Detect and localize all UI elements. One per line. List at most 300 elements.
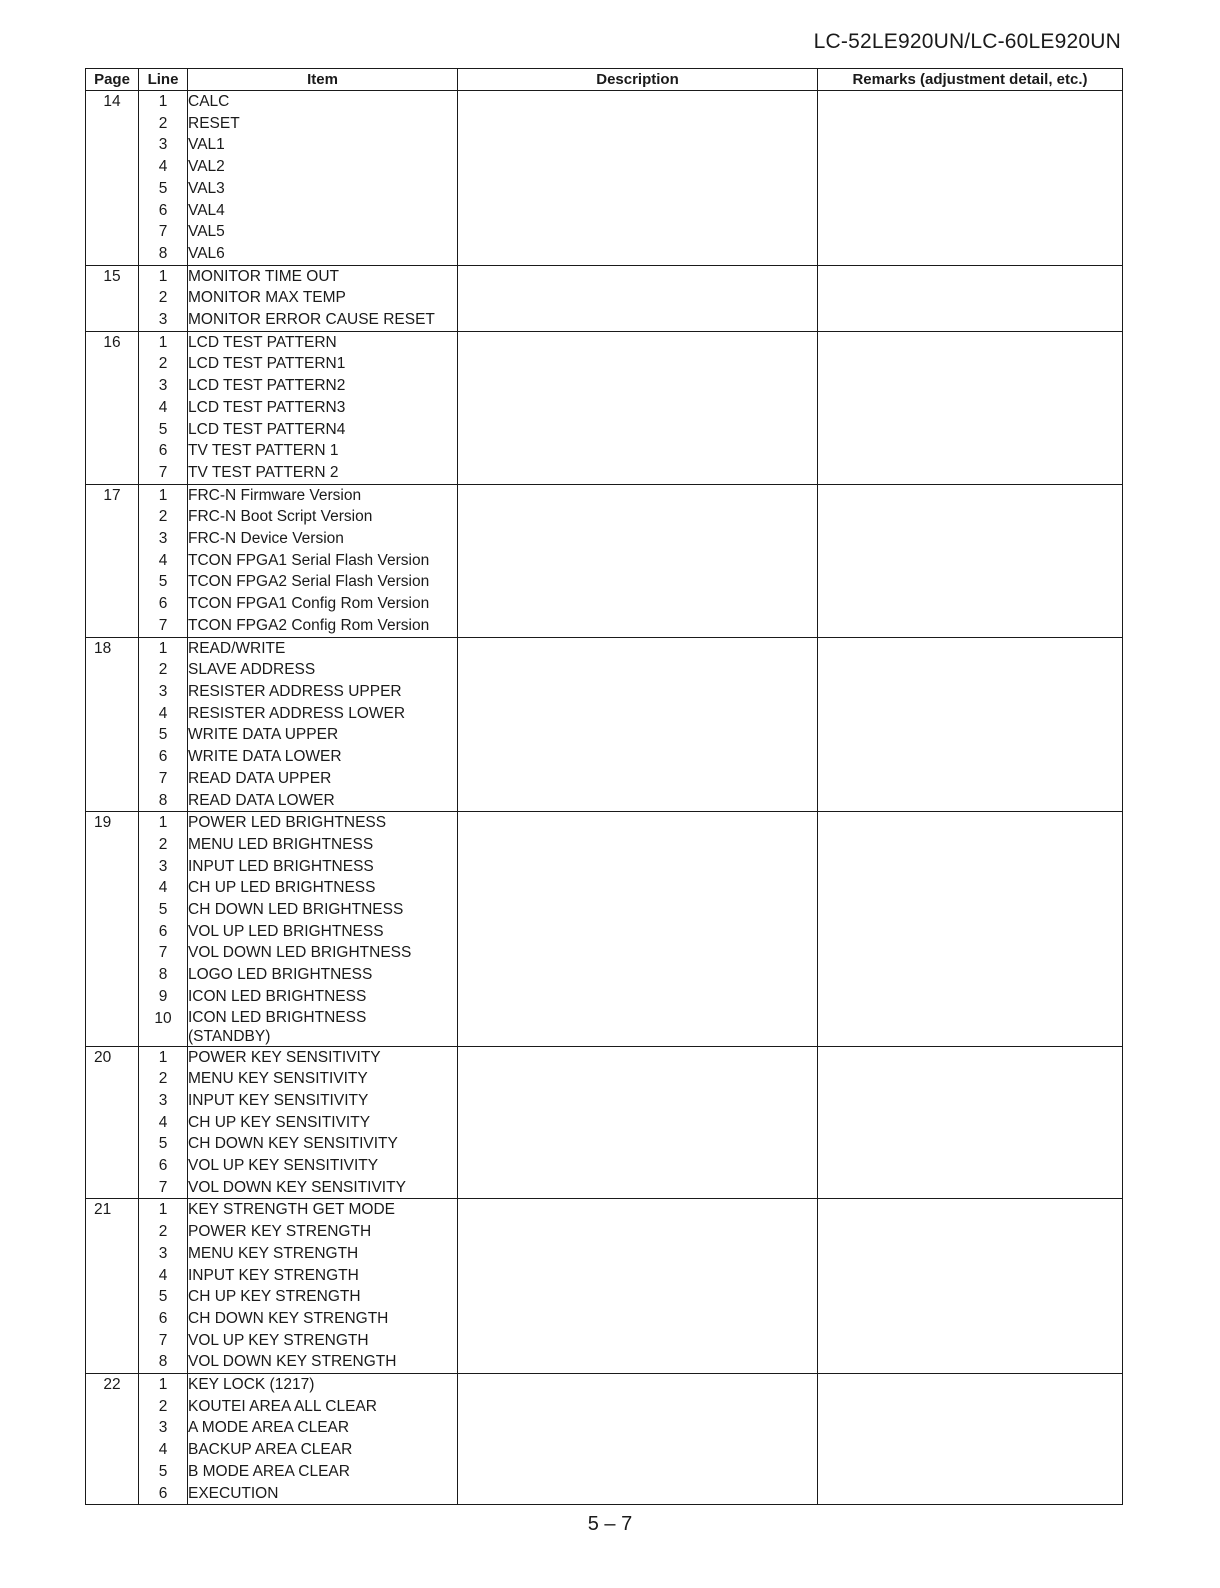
- page-cell: [86, 1308, 139, 1330]
- description-cell: [458, 921, 818, 943]
- page-cell: [86, 615, 139, 637]
- line-cell: 9: [139, 986, 188, 1008]
- page-cell: [86, 1243, 139, 1265]
- description-cell: [458, 91, 818, 113]
- col-header-line: Line: [139, 69, 188, 91]
- remarks-cell: [818, 1351, 1123, 1373]
- remarks-cell: [818, 1265, 1123, 1287]
- line-cell: 2: [139, 1068, 188, 1090]
- table-row: [86, 1112, 1123, 1134]
- page-cell: [86, 1112, 139, 1134]
- remarks-cell: [818, 1417, 1123, 1439]
- remarks-cell: [818, 615, 1123, 637]
- item-cell: FRC-N Boot Script Version: [188, 506, 458, 528]
- remarks-cell: [818, 746, 1123, 768]
- page-cell: [86, 1483, 139, 1505]
- item-cell: CH DOWN KEY STRENGTH: [188, 1308, 458, 1330]
- description-cell: [458, 353, 818, 375]
- line-cell: 1: [139, 1199, 188, 1221]
- description-cell: [458, 703, 818, 725]
- table-row: [86, 1439, 1123, 1461]
- remarks-cell: [818, 659, 1123, 681]
- description-cell: [458, 1008, 818, 1047]
- description-cell: [458, 1374, 818, 1396]
- col-header-page: Page: [86, 69, 139, 91]
- item-cell: POWER KEY SENSITIVITY: [188, 1046, 458, 1068]
- description-cell: [458, 1396, 818, 1418]
- line-cell: 7: [139, 615, 188, 637]
- line-cell: 6: [139, 593, 188, 615]
- item-cell: FRC-N Device Version: [188, 528, 458, 550]
- remarks-cell: [818, 287, 1123, 309]
- table-row: [86, 812, 1123, 834]
- item-cell: MENU KEY STRENGTH: [188, 1243, 458, 1265]
- item-cell: RESISTER ADDRESS UPPER: [188, 681, 458, 703]
- line-cell: 2: [139, 834, 188, 856]
- table-row: [86, 287, 1123, 309]
- description-cell: [458, 659, 818, 681]
- remarks-cell: [818, 593, 1123, 615]
- table-row: [86, 200, 1123, 222]
- remarks-cell: [818, 1046, 1123, 1068]
- service-table: [85, 68, 1123, 1505]
- description-cell: [458, 243, 818, 265]
- description-cell: [458, 1112, 818, 1134]
- remarks-cell: [818, 440, 1123, 462]
- table-row: [86, 1243, 1123, 1265]
- line-cell: 8: [139, 790, 188, 812]
- line-cell: 3: [139, 375, 188, 397]
- page-cell: [86, 397, 139, 419]
- line-cell: 3: [139, 1243, 188, 1265]
- item-cell: KEY LOCK (1217): [188, 1374, 458, 1396]
- table-row: [86, 1374, 1123, 1396]
- item-cell: TCON FPGA2 Serial Flash Version: [188, 571, 458, 593]
- description-cell: [458, 768, 818, 790]
- description-cell: [458, 1221, 818, 1243]
- item-cell: READ DATA LOWER: [188, 790, 458, 812]
- line-cell: 4: [139, 397, 188, 419]
- line-cell: 8: [139, 1351, 188, 1373]
- page-cell: [86, 1008, 139, 1047]
- line-cell: 5: [139, 1461, 188, 1483]
- page-cell: [86, 287, 139, 309]
- remarks-cell: [818, 964, 1123, 986]
- item-cell: TV TEST PATTERN 2: [188, 462, 458, 484]
- table-row: [86, 1461, 1123, 1483]
- item-cell: INPUT KEY SENSITIVITY: [188, 1090, 458, 1112]
- item-cell: CH DOWN KEY SENSITIVITY: [188, 1133, 458, 1155]
- description-cell: [458, 462, 818, 484]
- remarks-cell: [818, 1330, 1123, 1352]
- description-cell: [458, 1133, 818, 1155]
- line-cell: 5: [139, 419, 188, 441]
- page-cell: [86, 877, 139, 899]
- line-cell: 3: [139, 134, 188, 156]
- remarks-cell: [818, 768, 1123, 790]
- remarks-cell: [818, 724, 1123, 746]
- description-cell: [458, 1177, 818, 1199]
- item-cell: TCON FPGA1 Config Rom Version: [188, 593, 458, 615]
- table-row: [86, 1330, 1123, 1352]
- remarks-cell: [818, 834, 1123, 856]
- remarks-cell: [818, 1155, 1123, 1177]
- line-cell: 7: [139, 221, 188, 243]
- item-cell: INPUT KEY STRENGTH: [188, 1265, 458, 1287]
- table-row: [86, 724, 1123, 746]
- remarks-cell: [818, 637, 1123, 659]
- page-cell: [86, 462, 139, 484]
- line-cell: 2: [139, 287, 188, 309]
- table-row: [86, 964, 1123, 986]
- page-cell: [86, 768, 139, 790]
- remarks-cell: [818, 899, 1123, 921]
- table-row: [86, 1068, 1123, 1090]
- item-cell: VOL UP KEY SENSITIVITY: [188, 1155, 458, 1177]
- description-cell: [458, 593, 818, 615]
- description-cell: [458, 615, 818, 637]
- line-cell: 1: [139, 91, 188, 113]
- description-cell: [458, 1243, 818, 1265]
- item-cell: LCD TEST PATTERN4: [188, 419, 458, 441]
- item-cell: CH UP KEY STRENGTH: [188, 1286, 458, 1308]
- page-cell: [86, 134, 139, 156]
- item-cell: READ/WRITE: [188, 637, 458, 659]
- description-cell: [458, 964, 818, 986]
- description-cell: [458, 440, 818, 462]
- table-row: [86, 243, 1123, 265]
- page-cell: [86, 221, 139, 243]
- table-row: [86, 1265, 1123, 1287]
- description-cell: [458, 834, 818, 856]
- remarks-cell: [818, 462, 1123, 484]
- line-cell: 2: [139, 353, 188, 375]
- remarks-cell: [818, 1221, 1123, 1243]
- line-cell: 7: [139, 942, 188, 964]
- description-cell: [458, 1090, 818, 1112]
- line-cell: 6: [139, 921, 188, 943]
- item-cell: KOUTEI AREA ALL CLEAR: [188, 1396, 458, 1418]
- table-row: [86, 986, 1123, 1008]
- page-cell: 16: [86, 331, 139, 353]
- item-cell: LCD TEST PATTERN1: [188, 353, 458, 375]
- page-cell: [86, 1090, 139, 1112]
- remarks-cell: [818, 986, 1123, 1008]
- table-row: [86, 265, 1123, 287]
- item-cell: RESET: [188, 113, 458, 135]
- table-row: [86, 178, 1123, 200]
- page-cell: [86, 178, 139, 200]
- table-row: [86, 746, 1123, 768]
- line-cell: 1: [139, 1046, 188, 1068]
- description-cell: [458, 331, 818, 353]
- table-row: [86, 659, 1123, 681]
- line-cell: 7: [139, 1330, 188, 1352]
- line-cell: 1: [139, 812, 188, 834]
- page-cell: 21: [86, 1199, 139, 1221]
- item-cell: LOGO LED BRIGHTNESS: [188, 964, 458, 986]
- description-cell: [458, 287, 818, 309]
- item-cell: VAL3: [188, 178, 458, 200]
- page-cell: [86, 1177, 139, 1199]
- table-row: [86, 1046, 1123, 1068]
- page-cell: [86, 419, 139, 441]
- table-row: [86, 790, 1123, 812]
- remarks-cell: [818, 812, 1123, 834]
- description-cell: [458, 550, 818, 572]
- item-cell: MONITOR TIME OUT: [188, 265, 458, 287]
- remarks-cell: [818, 856, 1123, 878]
- table-row: [86, 462, 1123, 484]
- page-cell: [86, 1133, 139, 1155]
- line-cell: 6: [139, 1308, 188, 1330]
- line-cell: 7: [139, 768, 188, 790]
- line-cell: 2: [139, 1396, 188, 1418]
- description-cell: [458, 419, 818, 441]
- description-cell: [458, 1286, 818, 1308]
- description-cell: [458, 1439, 818, 1461]
- item-cell: A MODE AREA CLEAR: [188, 1417, 458, 1439]
- table-row: [86, 1221, 1123, 1243]
- table-row: [86, 1417, 1123, 1439]
- item-cell: MENU LED BRIGHTNESS: [188, 834, 458, 856]
- page-cell: 20: [86, 1046, 139, 1068]
- table-row: [86, 681, 1123, 703]
- description-cell: [458, 899, 818, 921]
- description-cell: [458, 265, 818, 287]
- item-cell: CH UP LED BRIGHTNESS: [188, 877, 458, 899]
- item-cell: LCD TEST PATTERN2: [188, 375, 458, 397]
- page-cell: [86, 1221, 139, 1243]
- description-cell: [458, 1199, 818, 1221]
- line-cell: 10: [139, 1008, 188, 1047]
- remarks-cell: [818, 942, 1123, 964]
- page-cell: [86, 790, 139, 812]
- description-cell: [458, 986, 818, 1008]
- page-cell: [86, 593, 139, 615]
- page-cell: [86, 571, 139, 593]
- item-cell: KEY STRENGTH GET MODE: [188, 1199, 458, 1221]
- line-cell: 3: [139, 528, 188, 550]
- col-header-item: Item: [188, 69, 458, 91]
- remarks-cell: [818, 703, 1123, 725]
- remarks-cell: [818, 877, 1123, 899]
- col-header-remarks: Remarks (adjustment detail, etc.): [818, 69, 1123, 91]
- description-cell: [458, 812, 818, 834]
- item-cell: SLAVE ADDRESS: [188, 659, 458, 681]
- page-cell: [86, 659, 139, 681]
- line-cell: 1: [139, 331, 188, 353]
- line-cell: 1: [139, 484, 188, 506]
- line-cell: 1: [139, 265, 188, 287]
- line-cell: 5: [139, 1133, 188, 1155]
- remarks-cell: [818, 790, 1123, 812]
- item-cell: TV TEST PATTERN 1: [188, 440, 458, 462]
- table-row: [86, 375, 1123, 397]
- description-cell: [458, 681, 818, 703]
- page-cell: 18: [86, 637, 139, 659]
- remarks-cell: [818, 91, 1123, 113]
- table-row: [86, 856, 1123, 878]
- page-cell: [86, 550, 139, 572]
- table-row: [86, 1008, 1123, 1047]
- description-cell: [458, 484, 818, 506]
- table-body: [86, 91, 1123, 1505]
- remarks-cell: [818, 200, 1123, 222]
- remarks-cell: [818, 1308, 1123, 1330]
- description-cell: [458, 637, 818, 659]
- table-row: [86, 1090, 1123, 1112]
- line-cell: 2: [139, 1221, 188, 1243]
- description-cell: [458, 1308, 818, 1330]
- table-row: [86, 877, 1123, 899]
- line-cell: 3: [139, 309, 188, 331]
- table-header-row: [86, 69, 1123, 91]
- description-cell: [458, 506, 818, 528]
- description-cell: [458, 1155, 818, 1177]
- line-cell: 6: [139, 1155, 188, 1177]
- description-cell: [458, 1351, 818, 1373]
- table-row: [86, 1155, 1123, 1177]
- item-cell: TCON FPGA1 Serial Flash Version: [188, 550, 458, 572]
- page-cell: [86, 986, 139, 1008]
- page-cell: [86, 375, 139, 397]
- table-row: [86, 113, 1123, 135]
- line-cell: 6: [139, 746, 188, 768]
- table-row: [86, 528, 1123, 550]
- table-row: [86, 1133, 1123, 1155]
- remarks-cell: [818, 528, 1123, 550]
- page-cell: [86, 1396, 139, 1418]
- table-row: [86, 921, 1123, 943]
- line-cell: 4: [139, 1112, 188, 1134]
- table-row: [86, 440, 1123, 462]
- page-cell: [86, 703, 139, 725]
- item-cell: MONITOR ERROR CAUSE RESET: [188, 309, 458, 331]
- item-cell: VOL UP KEY STRENGTH: [188, 1330, 458, 1352]
- line-cell: 6: [139, 200, 188, 222]
- table-row: [86, 834, 1123, 856]
- item-cell: EXECUTION: [188, 1483, 458, 1505]
- item-cell: LCD TEST PATTERN3: [188, 397, 458, 419]
- table-row: [86, 615, 1123, 637]
- remarks-cell: [818, 156, 1123, 178]
- page-cell: [86, 1351, 139, 1373]
- table-row: [86, 1199, 1123, 1221]
- description-cell: [458, 1330, 818, 1352]
- line-cell: 3: [139, 681, 188, 703]
- item-cell: ICON LED BRIGHTNESS: [188, 986, 458, 1008]
- page-cell: 14: [86, 91, 139, 113]
- table-row: [86, 1483, 1123, 1505]
- description-cell: [458, 397, 818, 419]
- page-number: 5 – 7: [587, 1513, 633, 1535]
- page-cell: [86, 899, 139, 921]
- remarks-cell: [818, 1068, 1123, 1090]
- item-cell: POWER LED BRIGHTNESS: [188, 812, 458, 834]
- item-cell: MONITOR MAX TEMP: [188, 287, 458, 309]
- table-row: [86, 134, 1123, 156]
- description-cell: [458, 1265, 818, 1287]
- page-cell: 15: [86, 265, 139, 287]
- table-row: [86, 550, 1123, 572]
- line-cell: 3: [139, 1417, 188, 1439]
- remarks-cell: [818, 309, 1123, 331]
- page-cell: [86, 921, 139, 943]
- table-row: [86, 1396, 1123, 1418]
- item-cell: VAL4: [188, 200, 458, 222]
- line-cell: 6: [139, 440, 188, 462]
- item-cell: VOL DOWN LED BRIGHTNESS: [188, 942, 458, 964]
- remarks-cell: [818, 265, 1123, 287]
- description-cell: [458, 942, 818, 964]
- page-cell: 19: [86, 812, 139, 834]
- table-row: [86, 571, 1123, 593]
- item-cell: LCD TEST PATTERN: [188, 331, 458, 353]
- remarks-cell: [818, 1090, 1123, 1112]
- line-cell: 7: [139, 1177, 188, 1199]
- remarks-cell: [818, 550, 1123, 572]
- remarks-cell: [818, 1199, 1123, 1221]
- page-cell: [86, 1439, 139, 1461]
- remarks-cell: [818, 331, 1123, 353]
- line-cell: 4: [139, 1439, 188, 1461]
- item-cell: VAL5: [188, 221, 458, 243]
- remarks-cell: [818, 134, 1123, 156]
- item-cell: MENU KEY SENSITIVITY: [188, 1068, 458, 1090]
- description-cell: [458, 1483, 818, 1505]
- line-cell: 2: [139, 659, 188, 681]
- page-cell: [86, 1155, 139, 1177]
- remarks-cell: [818, 1461, 1123, 1483]
- description-cell: [458, 724, 818, 746]
- description-cell: [458, 1068, 818, 1090]
- table-row: [86, 899, 1123, 921]
- table-row: [86, 484, 1123, 506]
- remarks-cell: [818, 243, 1123, 265]
- remarks-cell: [818, 178, 1123, 200]
- page-cell: [86, 1286, 139, 1308]
- remarks-cell: [818, 681, 1123, 703]
- item-cell: WRITE DATA LOWER: [188, 746, 458, 768]
- remarks-cell: [818, 1133, 1123, 1155]
- col-header-description: Description: [458, 69, 818, 91]
- page-cell: [86, 309, 139, 331]
- remarks-cell: [818, 506, 1123, 528]
- line-cell: 4: [139, 550, 188, 572]
- item-cell: TCON FPGA2 Config Rom Version: [188, 615, 458, 637]
- item-cell: FRC-N Firmware Version: [188, 484, 458, 506]
- line-cell: 8: [139, 243, 188, 265]
- table-row: [86, 419, 1123, 441]
- table-row: [86, 506, 1123, 528]
- page-cell: [86, 681, 139, 703]
- table-row: [86, 1351, 1123, 1373]
- description-cell: [458, 528, 818, 550]
- line-cell: 4: [139, 703, 188, 725]
- line-cell: 2: [139, 506, 188, 528]
- description-cell: [458, 877, 818, 899]
- description-cell: [458, 113, 818, 135]
- description-cell: [458, 1461, 818, 1483]
- item-cell: ICON LED BRIGHTNESS (STANDBY): [188, 1008, 458, 1047]
- page-cell: [86, 724, 139, 746]
- table-row: [86, 309, 1123, 331]
- remarks-cell: [818, 113, 1123, 135]
- page-cell: [86, 528, 139, 550]
- line-cell: 4: [139, 1265, 188, 1287]
- remarks-cell: [818, 571, 1123, 593]
